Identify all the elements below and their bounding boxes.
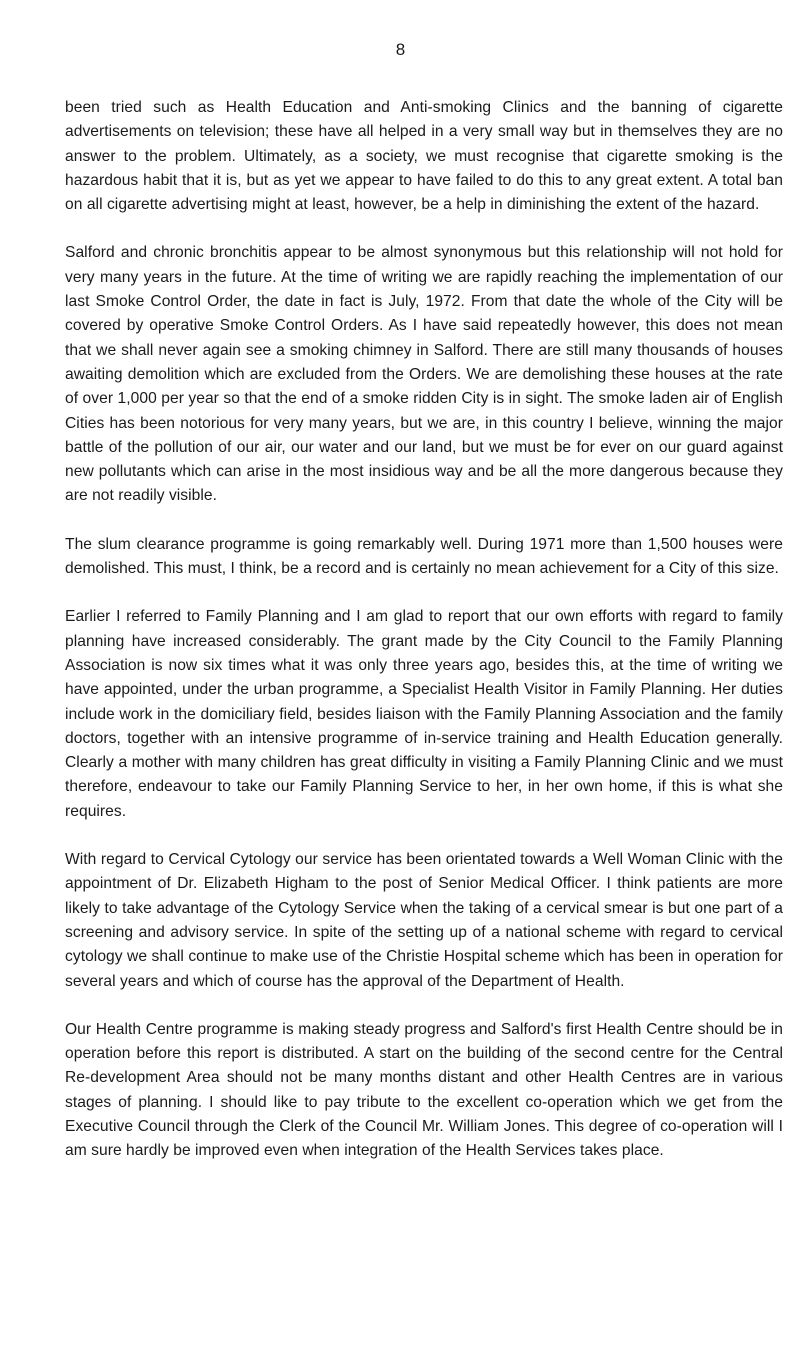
page-number: 8 — [395, 40, 406, 59]
paragraph-health-centres: Our Health Centre programme is making steady progress and Salford's first Health Centre should be in operation before this report is distributed. A start on the building of the second centre for the Central Re-development Area should not be many months distant and other Health Centres are in various stages of planning. I should like to pay tribute to the excellent co-operation which we get from the Executive Council through the Clerk of the Council Mr. William Jones. This degree of co-operation will I am sure hardly be improved even when integration of the Health Services takes place. — [65, 1020, 783, 1160]
paragraph-slum-clearance: The slum clearance programme is going remarkably well. During 1971 more than 1,500 houses were demolished. This must, I think, be a record and is certainly no mean achievement for a City of this size. — [65, 535, 783, 578]
paragraph-cervical-cytology: With regard to Cervical Cytology our service has been orientated towards a Well Woman Clinic with the appointment of Dr. Elizabeth Higham to the post of Senior Medical Officer. I think patients are more likely to take advantage of the Cytology Service when the taking of a cervical smear is but one part of a screening and advisory service. In spite of the setting up of a national scheme with regard to cervical cytology we shall continue to make use of the Christie Hospital scheme which has been in operation for several years and which of course has the approval of the Department of Health. — [65, 851, 783, 990]
paragraph-smoking-measures: been tried such as Health Education and Anti-smoking Clinics and the banning of cigarette advertisements on television; these have all helped in a very small way but in themselves they are no answer to the problem. Ultimately, as a society, we must recognise that cigarette smoking is the hazardous habit that it is, but as yet we appear to have failed to do this to any great extent. A total ban on all cigarette advertising might at least, however, be a help in diminishing the extent of the hazard. — [65, 99, 783, 214]
paragraph-family-planning: Earlier I referred to Family Planning and I am glad to report that our own efforts with regard to family planning have increased considerably. The grant made by the City Council to the Family Planning Association is now six times what it was only three years ago, besides this, at the time of writing we have appointed, under the urban programme, a Specialist Health Visitor in Family Planning. Her duties include work in the domiciliary field, besides liaison with the Family Planning Association and the family doctors, together with an intensive programme of in-service training and Health Education generally. Clearly a mother with many children has great difficulty in visiting a Family Planning Clinic and we must therefore, endeavour to take our Family Planning Service to her, in her own home, if this is what she requires. — [65, 608, 783, 820]
body-text — [65, 96, 783, 1188]
paragraph-salford-bronchitis: Salford and chronic bronchitis appear to be almost synonymous but this relationship will not hold for very many years in the future. At the time of writing we are rapidly reaching the implementation of our last Smoke Control Order, the date in fact is July, 1972. From that date the whole of the City will be covered by operative Smoke Control Orders. As I have said repeatedly however, this does not mean that we shall never again see a smoking chimney in Salford. There are still many thousands of houses awaiting demolition which are excluded from the Orders. We are demolishing these houses at the rate of over 1,000 per year so that the end of a smoke ridden City is in sight. The smoke laden air of English Cities has been notorious for very many years, but we are, in this country I believe, winning the major battle of the pollution of our air, our water and our land, but we must be for ever on our guard against new pollutants which can arise in the most insidious way and be all the more dangerous because they are not readily visible. — [65, 244, 783, 505]
